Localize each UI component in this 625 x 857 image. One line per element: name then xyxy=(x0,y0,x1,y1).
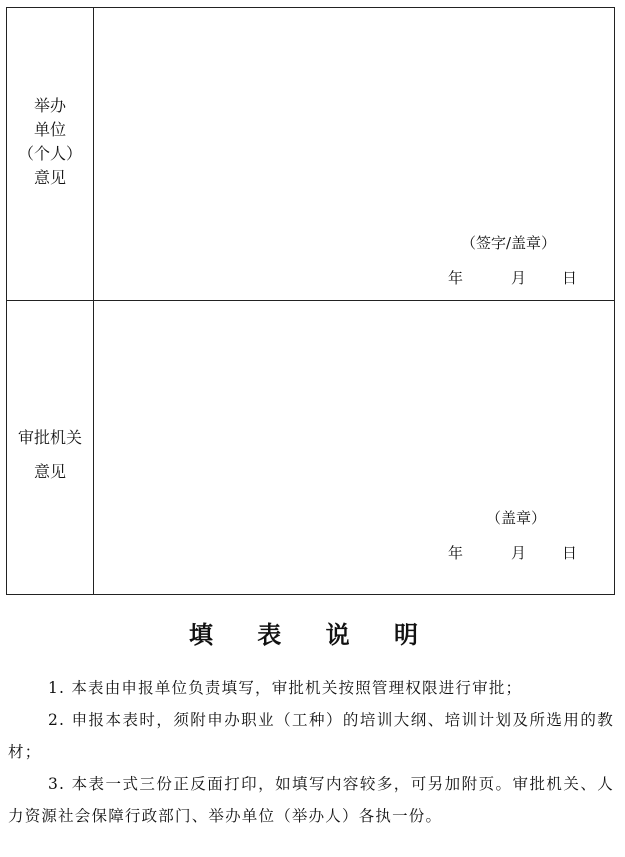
organizer-opinion-row xyxy=(7,8,614,301)
date-day: 日 xyxy=(562,269,578,287)
label-line: 举办 xyxy=(33,96,66,115)
approval-authority-label-cell xyxy=(7,301,94,594)
stamp-label: （盖章） xyxy=(486,509,547,527)
organizer-opinion-label xyxy=(7,94,93,190)
date-month: 月 xyxy=(511,544,527,562)
instruction-item: 2. 申报本表时，须附申办职业（工种）的培训大纲、培训计划及所选用的教材； xyxy=(8,711,614,761)
approval-authority-opinion-row xyxy=(7,301,614,594)
label-line: 审批机关 xyxy=(17,428,82,447)
date-month: 月 xyxy=(511,269,527,287)
approval-authority-label xyxy=(7,421,93,489)
instruction-item: 3. 本表一式三份正反面打印，如填写内容较多，可另加附页。审批机关、人力资源社会保障行政部门、举办单位（举办人）各执一份。 xyxy=(8,775,614,825)
instruction-item: 1. 本表由申报单位负责填写，审批机关按照管理权限进行审批； xyxy=(48,679,523,697)
organizer-opinion-field[interactable] xyxy=(94,8,614,300)
date-day: 日 xyxy=(562,544,578,562)
label-line: （个人） xyxy=(17,144,82,163)
label-line: 意见 xyxy=(33,462,66,481)
organizer-opinion-label-cell xyxy=(7,8,94,300)
date-year: 年 xyxy=(448,544,464,562)
instructions-list xyxy=(8,672,614,832)
opinion-form-table xyxy=(6,7,615,595)
approval-authority-opinion-field[interactable] xyxy=(94,301,614,594)
date-year: 年 xyxy=(448,269,464,287)
label-line: 单位 xyxy=(33,120,66,139)
label-line: 意见 xyxy=(33,168,66,187)
instructions-title: 填 表 说 明 xyxy=(188,621,437,649)
signature-stamp-label: （签字/盖章） xyxy=(461,234,557,252)
